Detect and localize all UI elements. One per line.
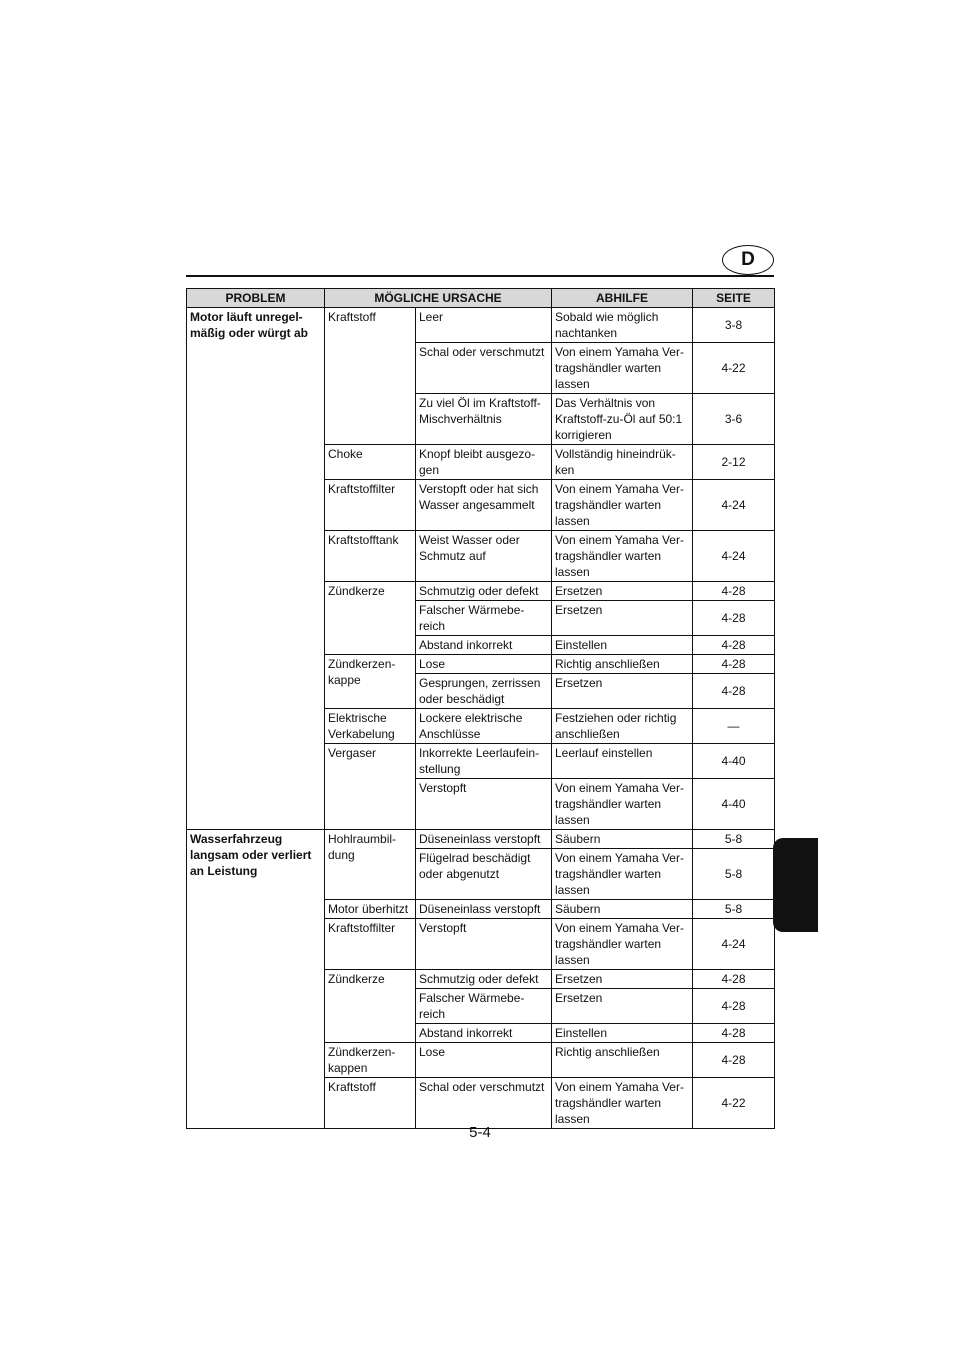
remedy-cell: Von einem Yamaha Ver- tragshändler warten lassen — [552, 531, 693, 582]
cause-detail-cell: Schal oder verschmutzt — [416, 343, 552, 394]
page-ref-cell: 4-28 — [693, 655, 775, 674]
remedy-cell: Von einem Yamaha Ver- tragshändler warten lassen — [552, 1078, 693, 1129]
header-cause: MÖGLICHE URSACHE — [325, 289, 552, 308]
cause-category-cell: Kraftstoff — [325, 1078, 416, 1129]
table-row — [187, 830, 775, 849]
header-rule — [186, 275, 774, 277]
remedy-cell: Richtig anschließen — [552, 655, 693, 674]
cause-detail-cell: Schmutzig oder defekt — [416, 970, 552, 989]
cause-detail-cell: Flügelrad beschädigt oder abgenutzt — [416, 849, 552, 900]
header-page: SEITE — [693, 289, 775, 308]
page-ref-cell: 4-28 — [693, 582, 775, 601]
cause-category-cell: Choke — [325, 445, 416, 480]
page-ref-cell: 4-28 — [693, 989, 775, 1024]
remedy-cell: Das Verhältnis von Kraftstoff-zu-Öl auf 50:1 korrigieren — [552, 394, 693, 445]
cause-detail-cell: Weist Wasser oder Schmutz auf — [416, 531, 552, 582]
remedy-cell: Ersetzen — [552, 601, 693, 636]
remedy-cell: Ersetzen — [552, 674, 693, 709]
page-number: 5-4 — [469, 1124, 491, 1141]
cause-detail-cell: Leer — [416, 308, 552, 343]
cause-detail-cell: Abstand inkorrekt — [416, 1024, 552, 1043]
cause-category-cell: Elektrische Verkabelung — [325, 709, 416, 744]
cause-detail-cell: Düseneinlass verstopft — [416, 830, 552, 849]
cause-category-cell: Zündkerze — [325, 970, 416, 1043]
cause-category-cell: Kraftstofftank — [325, 531, 416, 582]
remedy-cell: Ersetzen — [552, 582, 693, 601]
cause-category-cell: Kraftstoffilter — [325, 919, 416, 970]
remedy-cell: Einstellen — [552, 1024, 693, 1043]
language-badge: D — [722, 245, 774, 275]
cause-detail-cell: Zu viel Öl im Kraftstoff- Mischverhältnis — [416, 394, 552, 445]
cause-category-cell: Zündkerzen- kappen — [325, 1043, 416, 1078]
cause-detail-cell: Lockere elektrische Anschlüsse — [416, 709, 552, 744]
problem-cell: Wasserfahrzeug langsam oder verliert an Leistung — [187, 830, 325, 1129]
remedy-cell: Richtig anschließen — [552, 1043, 693, 1078]
cause-detail-cell: Verstopft oder hat sich Wasser angesammelt — [416, 480, 552, 531]
page-ref-cell: 4-40 — [693, 779, 775, 830]
remedy-cell: Einstellen — [552, 636, 693, 655]
cause-detail-cell: Abstand inkorrekt — [416, 636, 552, 655]
remedy-cell: Von einem Yamaha Ver- tragshändler warten lassen — [552, 343, 693, 394]
troubleshooting-table — [186, 288, 775, 1129]
page-ref-cell: 4-40 — [693, 744, 775, 779]
remedy-cell: Ersetzen — [552, 970, 693, 989]
cause-category-cell: Kraftstoff — [325, 308, 416, 445]
cause-detail-cell: Düseneinlass verstopft — [416, 900, 552, 919]
cause-detail-cell: Schal oder verschmutzt — [416, 1078, 552, 1129]
remedy-cell: Vollständig hineindrük- ken — [552, 445, 693, 480]
remedy-cell: Säubern — [552, 900, 693, 919]
page-ref-cell: 5-8 — [693, 849, 775, 900]
page-ref-cell: 3-8 — [693, 308, 775, 343]
cause-category-cell: Vergaser — [325, 744, 416, 830]
cause-detail-cell: Verstopft — [416, 779, 552, 830]
cause-detail-cell: Falscher Wärmebe- reich — [416, 989, 552, 1024]
table-row — [187, 308, 775, 343]
remedy-cell: Von einem Yamaha Ver- tragshändler warten lassen — [552, 849, 693, 900]
page-ref-cell: 4-28 — [693, 636, 775, 655]
chapter-side-tab — [773, 838, 818, 932]
remedy-cell: Säubern — [552, 830, 693, 849]
page-ref-cell: 4-28 — [693, 674, 775, 709]
cause-category-cell: Zündkerze — [325, 582, 416, 655]
page-ref-cell: 4-22 — [693, 343, 775, 394]
cause-detail-cell: Schmutzig oder defekt — [416, 582, 552, 601]
page-ref-cell: — — [693, 709, 775, 744]
cause-detail-cell: Lose — [416, 1043, 552, 1078]
remedy-cell: Von einem Yamaha Ver- tragshändler warten lassen — [552, 779, 693, 830]
table-header-row — [187, 289, 775, 308]
remedy-cell: Festziehen oder richtig anschließen — [552, 709, 693, 744]
page-ref-cell: 4-22 — [693, 1078, 775, 1129]
remedy-cell: Ersetzen — [552, 989, 693, 1024]
cause-detail-cell: Falscher Wärmebe- reich — [416, 601, 552, 636]
page-ref-cell: 4-24 — [693, 531, 775, 582]
page-ref-cell: 5-8 — [693, 900, 775, 919]
cause-category-cell: Kraftstoffilter — [325, 480, 416, 531]
page-ref-cell: 4-24 — [693, 919, 775, 970]
remedy-cell: Von einem Yamaha Ver- tragshändler warten lassen — [552, 480, 693, 531]
page-ref-cell: 4-24 — [693, 480, 775, 531]
page-ref-cell: 4-28 — [693, 970, 775, 989]
page-ref-cell: 3-6 — [693, 394, 775, 445]
remedy-cell: Von einem Yamaha Ver- tragshändler warten lassen — [552, 919, 693, 970]
page-ref-cell: 4-28 — [693, 1024, 775, 1043]
problem-cell: Motor läuft unregel- mäßig oder würgt ab — [187, 308, 325, 830]
page-ref-cell: 4-28 — [693, 601, 775, 636]
page-ref-cell: 5-8 — [693, 830, 775, 849]
cause-detail-cell: Gesprungen, zerrissen oder beschädigt — [416, 674, 552, 709]
header-remedy: ABHILFE — [552, 289, 693, 308]
cause-category-cell: Motor überhitzt — [325, 900, 416, 919]
remedy-cell: Leerlauf einstellen — [552, 744, 693, 779]
cause-detail-cell: Inkorrekte Leerlaufein- stellung — [416, 744, 552, 779]
cause-category-cell: Hohlraumbil- dung — [325, 830, 416, 900]
cause-category-cell: Zündkerzen- kappe — [325, 655, 416, 709]
cause-detail-cell: Verstopft — [416, 919, 552, 970]
page-ref-cell: 4-28 — [693, 1043, 775, 1078]
remedy-cell: Sobald wie möglich nachtanken — [552, 308, 693, 343]
page-ref-cell: 2-12 — [693, 445, 775, 480]
header-problem: PROBLEM — [187, 289, 325, 308]
cause-detail-cell: Lose — [416, 655, 552, 674]
cause-detail-cell: Knopf bleibt ausgezo- gen — [416, 445, 552, 480]
